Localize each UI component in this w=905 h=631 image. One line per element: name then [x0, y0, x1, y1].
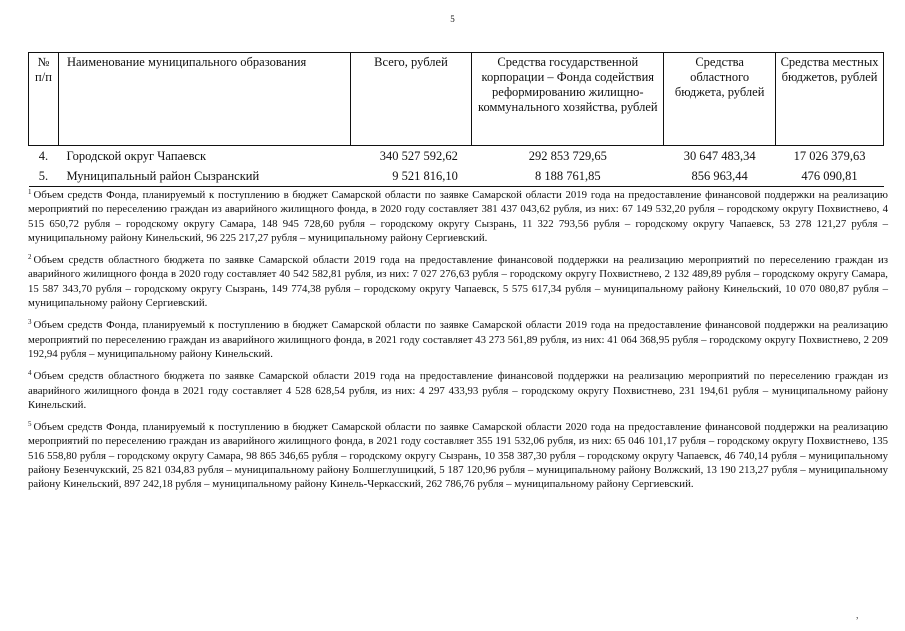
- page-number: 5: [450, 14, 455, 24]
- header-local: Средства местных бюджетов, рублей: [776, 53, 884, 146]
- footnote-mark: 4: [28, 369, 32, 378]
- row-fund: 292 853 729,65: [528, 149, 607, 163]
- row-total: 340 527 592,62: [379, 149, 458, 163]
- row-local: 17 026 379,63: [793, 149, 866, 163]
- row-regional: 856 963,44: [664, 166, 776, 187]
- footnote-4: [28, 369, 888, 412]
- row-num: 5.: [29, 166, 59, 187]
- header-fund: Средства государственной корпорации – Фонда содействия реформированию жилищно-коммунального хозяйства, рублей: [472, 53, 664, 146]
- footnote-mark: 5: [28, 420, 32, 429]
- header-regional: Средства областного бюджета, рублей: [664, 53, 776, 146]
- table-header-row: [29, 53, 884, 146]
- table-row: [29, 146, 884, 167]
- header-num: № п/п: [29, 53, 59, 146]
- row-fund: 8 188 761,85: [472, 166, 664, 187]
- footnote-2: [28, 253, 888, 310]
- table-row: [29, 166, 884, 187]
- row-name: Городской округ Чапаевск: [66, 149, 207, 163]
- footnote-text: Объем средств Фонда, планируемый к поступлению в бюджет Самарской области по заявке Самарской области 2020 года на предоставление финансовой поддержки на реализацию мероприятий по переселению граждан из аварийного жилищного фонда, в 2021 году составляет 355 191 532,06 рубля, из них: 65 046 101,17 рубля – городскому округу Похвистнево, 135 516 558,80 рубля – городскому округу Самара, 98 865 346,65 рубля – городскому округу Сызрань, 10 358 387,30 рубля – городскому округу Чапаевск, 46 740,14 рубля – муниципальному району Безенчукский, 25 821 034,83 рубля – муниципальному району Болшеглушицкий, 5 187 120,96 рубля – муниципальному району Волжский, 13 190 213,27 рубля – муниципальному району Кинельский, 897 242,18 рубля – муниципальному району Кинель-Черкасский, 262 786,76 рубля – муниципальному району Сергиевский.: [28, 421, 888, 491]
- row-name: Муниципальный район Сызранский: [58, 166, 350, 187]
- footnote-text: Объем средств Фонда, планируемый к поступлению в бюджет Самарской области по заявке Самарской области 2019 года на предоставление финансовой поддержки на реализацию мероприятий по переселению граждан из аварийного жилищного фонда, в 2020 году составляет 381 437 043,62 рубля, из них: 67 149 532,20 рубля – городскому округу Похвистнево, 4 515 650,72 рубля – городскому округу Самара, 148 945 728,60 рубля – городскому округу Сызрань, 11 322 793,56 рубля – городскому округу Чапаевск, 53 278 121,27 рубля – муниципальному району Кинельский, 96 225 217,27 рубля – муниципальному району Сергиевский.: [28, 189, 888, 244]
- footnote-text: Объем средств областного бюджета по заявке Самарской области 2019 года на предоставление финансовой поддержки на реализацию мероприятий по переселению граждан из аварийного жилищного фонда в 2020 году составляет 40 542 582,81 рубля, из них: 7 027 276,63 рубля – городскому округу Похвистнево, 2 132 489,89 рубля – городскому округу Самара, 15 587 343,70 рубля – городскому округу Сызрань, 149 774,38 рубля – городскому округу Чапаевск, 5 575 617,34 рубля – муниципальному району Кинельский, 10 070 080,87 рубля – муниципальному району Сергиевский.: [28, 254, 888, 310]
- footnote-3: [28, 318, 888, 361]
- footnote-5: [28, 420, 888, 491]
- footnote-text: Объем средств Фонда, планируемый к поступлению в бюджет Самарской области по заявке Самарской области 2019 года на предоставление финансовой поддержки на реализацию мероприятий по переселению граждан из аварийного жилищного фонда, в 2021 году составляет 43 273 561,89 рубля, из них: 41 064 368,95 рубля – городскому округу Похвистнево, 2 209 192,94 рубля – муниципальному району Кинельский.: [28, 319, 888, 360]
- row-total: 9 521 816,10: [350, 166, 472, 187]
- footnote-1: [28, 188, 888, 245]
- header-name: Наименование муниципального образования: [58, 53, 350, 146]
- row-local: 476 090,81: [776, 166, 884, 187]
- footnote-text: Объем средств областного бюджета по заявке Самарской области 2019 года на предоставление финансовой поддержки на реализацию мероприятий по переселению граждан из аварийного жилищного фонда в 2021 году составляет 4 528 628,54 рубля, из них: 4 297 433,93 рубля – городскому округу Похвистнево, 231 194,61 рубля – муниципальному району Кинельский.: [28, 370, 888, 411]
- row-num: 4.: [38, 149, 49, 163]
- footnotes: [28, 188, 888, 500]
- footnote-mark: 2: [28, 253, 32, 262]
- funding-table: [28, 52, 884, 187]
- header-total: Всего, рублей: [350, 53, 472, 146]
- footnote-mark: 1: [28, 188, 32, 196]
- footnote-mark: 3: [28, 318, 32, 327]
- row-regional: 30 647 483,34: [683, 149, 756, 163]
- scan-speck: ,: [856, 610, 859, 621]
